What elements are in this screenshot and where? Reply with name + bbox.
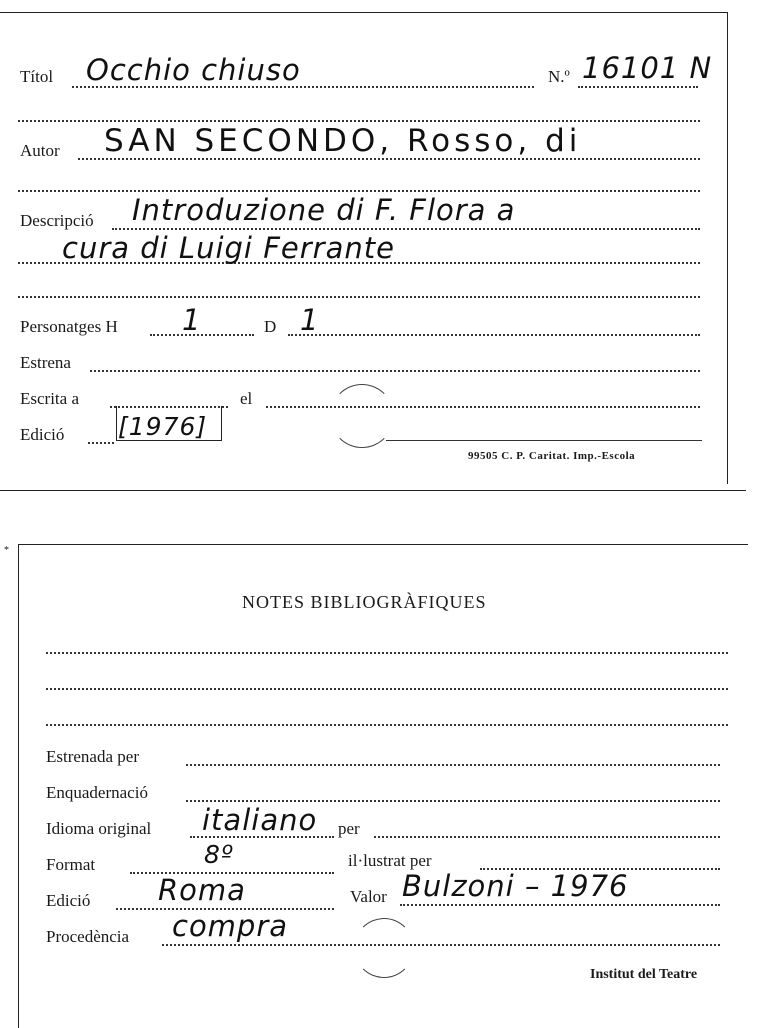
personatges-label: Personatges H bbox=[20, 317, 118, 336]
procedencia-label: Procedència bbox=[46, 927, 130, 946]
idioma-label: Idioma original bbox=[46, 819, 152, 838]
autor-value: SAN SECONDO, Rosso, di bbox=[104, 123, 582, 159]
blank-line bbox=[18, 296, 700, 298]
back-edicio-value: Roma bbox=[158, 873, 246, 907]
institut-imprint: Institut del Teatre bbox=[590, 967, 698, 982]
estrena-line bbox=[90, 370, 700, 372]
format-label: Format bbox=[46, 855, 96, 874]
personatges-d-line bbox=[288, 334, 700, 336]
edicio-line bbox=[88, 442, 114, 444]
corner-mark: * bbox=[4, 545, 9, 556]
valor-line bbox=[400, 904, 720, 906]
personatges-d-label: D bbox=[264, 317, 277, 336]
titol-label: Títol bbox=[20, 67, 54, 86]
personatges-h-line bbox=[150, 334, 254, 336]
escrita-label: Escrita a bbox=[20, 389, 79, 408]
numero-label: N.º bbox=[548, 67, 570, 86]
numero-value: 16101 N bbox=[582, 51, 713, 85]
descripcio-line-1 bbox=[112, 228, 700, 230]
numero-line bbox=[578, 86, 698, 88]
blank-line bbox=[18, 120, 700, 122]
printer-imprint: 99505 C. P. Caritat. Imp.-Escola bbox=[468, 450, 636, 462]
notes-line-2 bbox=[46, 688, 728, 690]
format-value: 8º bbox=[204, 840, 234, 869]
notes-line-1 bbox=[46, 652, 728, 654]
valor-label: Valor bbox=[350, 887, 387, 906]
enquadernacio-line bbox=[186, 800, 720, 802]
el-label: el bbox=[240, 389, 253, 408]
illustrat-label: il·lustrat per bbox=[348, 851, 432, 870]
estrena-label: Estrena bbox=[20, 353, 71, 372]
edicio-label: Edició bbox=[20, 425, 65, 444]
notes-heading: NOTES BIBLIOGRÀFIQUES bbox=[242, 592, 487, 612]
valor-value: Bulzoni – 1976 bbox=[402, 869, 629, 903]
idioma-per-line bbox=[374, 836, 720, 838]
idioma-value: italiano bbox=[202, 803, 318, 837]
stamp-circle bbox=[330, 384, 394, 448]
notes-line-3 bbox=[46, 724, 728, 726]
procedencia-value: compra bbox=[172, 909, 289, 943]
estrenada-label: Estrenada per bbox=[46, 747, 139, 766]
card-divider bbox=[0, 490, 746, 491]
edicio-value: [1976] bbox=[118, 412, 208, 441]
autor-label: Autor bbox=[20, 141, 60, 160]
enquadernacio-label: Enquadernació bbox=[46, 783, 148, 802]
blank-line bbox=[18, 190, 700, 192]
personatges-h-value: 1 bbox=[182, 303, 202, 337]
procedencia-line bbox=[162, 944, 720, 946]
personatges-d-value: 1 bbox=[300, 303, 320, 337]
edicio-rule bbox=[386, 440, 702, 441]
stamp-circle bbox=[354, 918, 414, 978]
idioma-per-label: per bbox=[338, 819, 360, 838]
estrenada-line bbox=[186, 764, 720, 766]
back-edicio-label: Edició bbox=[46, 891, 91, 910]
descripcio-value-2: cura di Luigi Ferrante bbox=[62, 231, 395, 265]
titol-value: Occhio chiuso bbox=[86, 53, 301, 87]
descripcio-value-1: Introduzione di F. Flora a bbox=[132, 193, 516, 227]
descripcio-label: Descripció bbox=[20, 211, 94, 230]
